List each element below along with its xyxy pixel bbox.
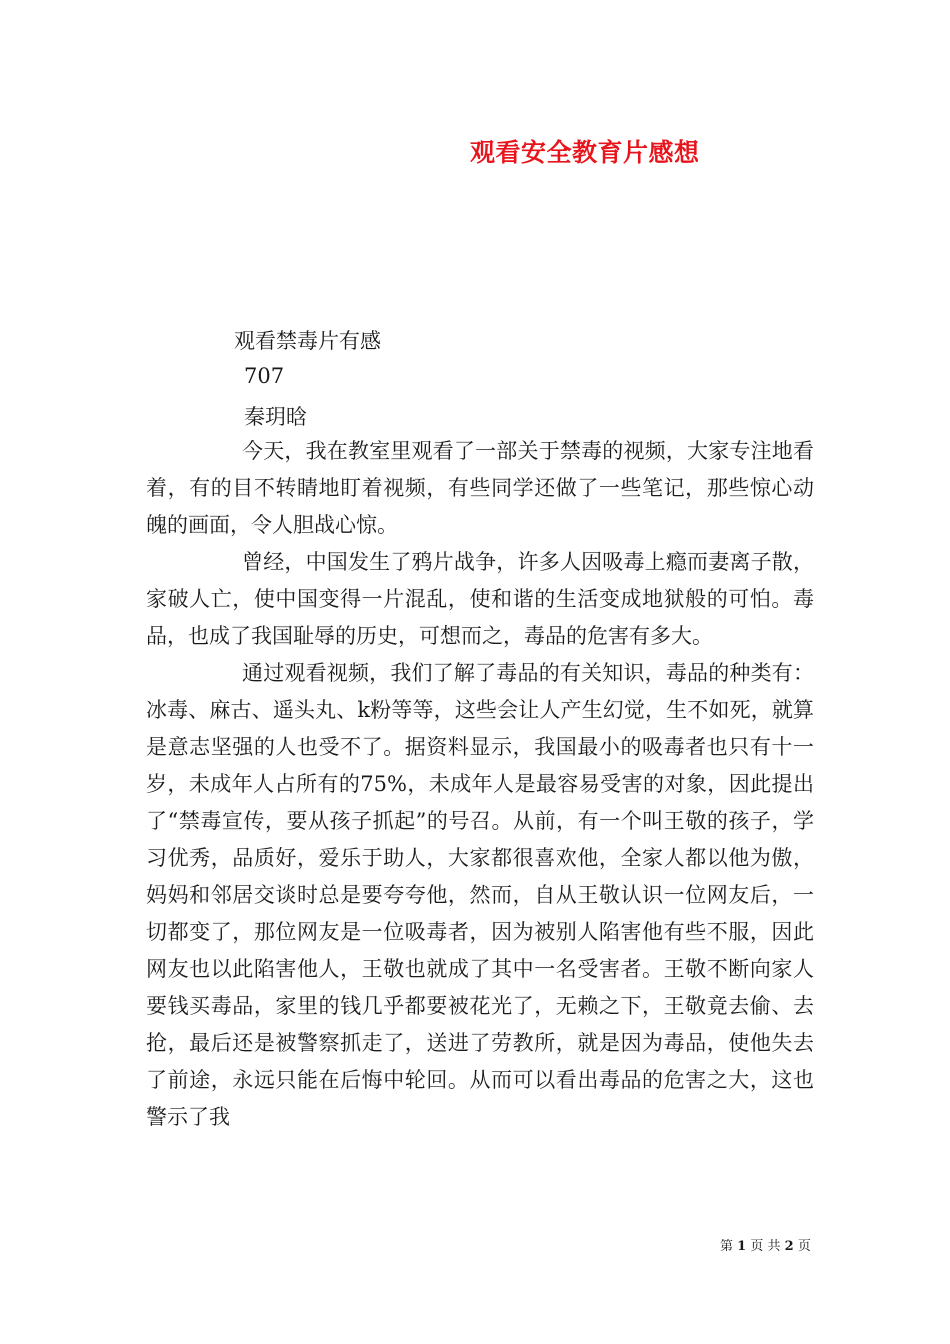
author-name: 秦玥晗 bbox=[244, 405, 307, 429]
footer-current-page: 1 bbox=[737, 1239, 747, 1254]
class-number: 707 bbox=[244, 364, 285, 388]
document-subtitle: 观看禁毒片有感 bbox=[234, 329, 381, 353]
footer-total-pages: 2 bbox=[784, 1239, 794, 1254]
body-paragraph: 今天，我在教室里观看了一部关于禁毒的视频，大家专注地看着，有的目不转睛地盯着视频，有些同学还做了一些笔记，那些惊心动魄的画面，令人胆战心惊。 bbox=[146, 439, 814, 537]
footer-prefix: 第 bbox=[720, 1239, 734, 1254]
document-body bbox=[146, 433, 814, 1136]
document-title: 观看安全教育片感想 bbox=[470, 138, 700, 167]
footer-suffix: 页 bbox=[797, 1239, 811, 1254]
footer-middle: 页 共 bbox=[750, 1239, 781, 1254]
page-footer bbox=[720, 1235, 811, 1254]
body-paragraph: 曾经，中国发生了鸦片战争，许多人因吸毒上瘾而妻离子散，家破人亡，使中国变得一片混乱，使和谐的生活变成地狱般的可怕。毒品，也成了我国耻辱的历史，可想而之，毒品的危害有多大。 bbox=[146, 550, 814, 648]
body-paragraph: 通过观看视频，我们了解了毒品的有关知识，毒品的种类有：冰毒、麻古、遥头丸、k粉等等，这些会让人产生幻觉，生不如死，就算是意志坚强的人也受不了。据资料显示，我国最小的吸毒者也只有十一岁，未成年人占所有的75%，未成年人是最容易受害的对象，因此提出了“禁毒宣传，要从孩子抓起”的号召。从前，有一个叫王敬的孩子，学习优秀，品质好，爱乐于助人，大家都很喜欢他，全家人都以他为傲，妈妈和邻居交谈时总是要夸夸他，然而，自从王敬认识一位网友后，一切都变了，那位网友是一位吸毒者，因为被别人陷害他有些不服，因此网友也以此陷害他人，王敬也就成了其中一名受害者。王敬不断向家人要钱买毒品，家里的钱几乎都要被花光了，无赖之下，王敬竟去偷、去抢，最后还是被警察抓走了，送进了劳教所，就是因为毒品，使他失去了前途，永远只能在后悔中轮回。从而可以看出毒品的危害之大，这也警示了我 bbox=[146, 661, 814, 1129]
